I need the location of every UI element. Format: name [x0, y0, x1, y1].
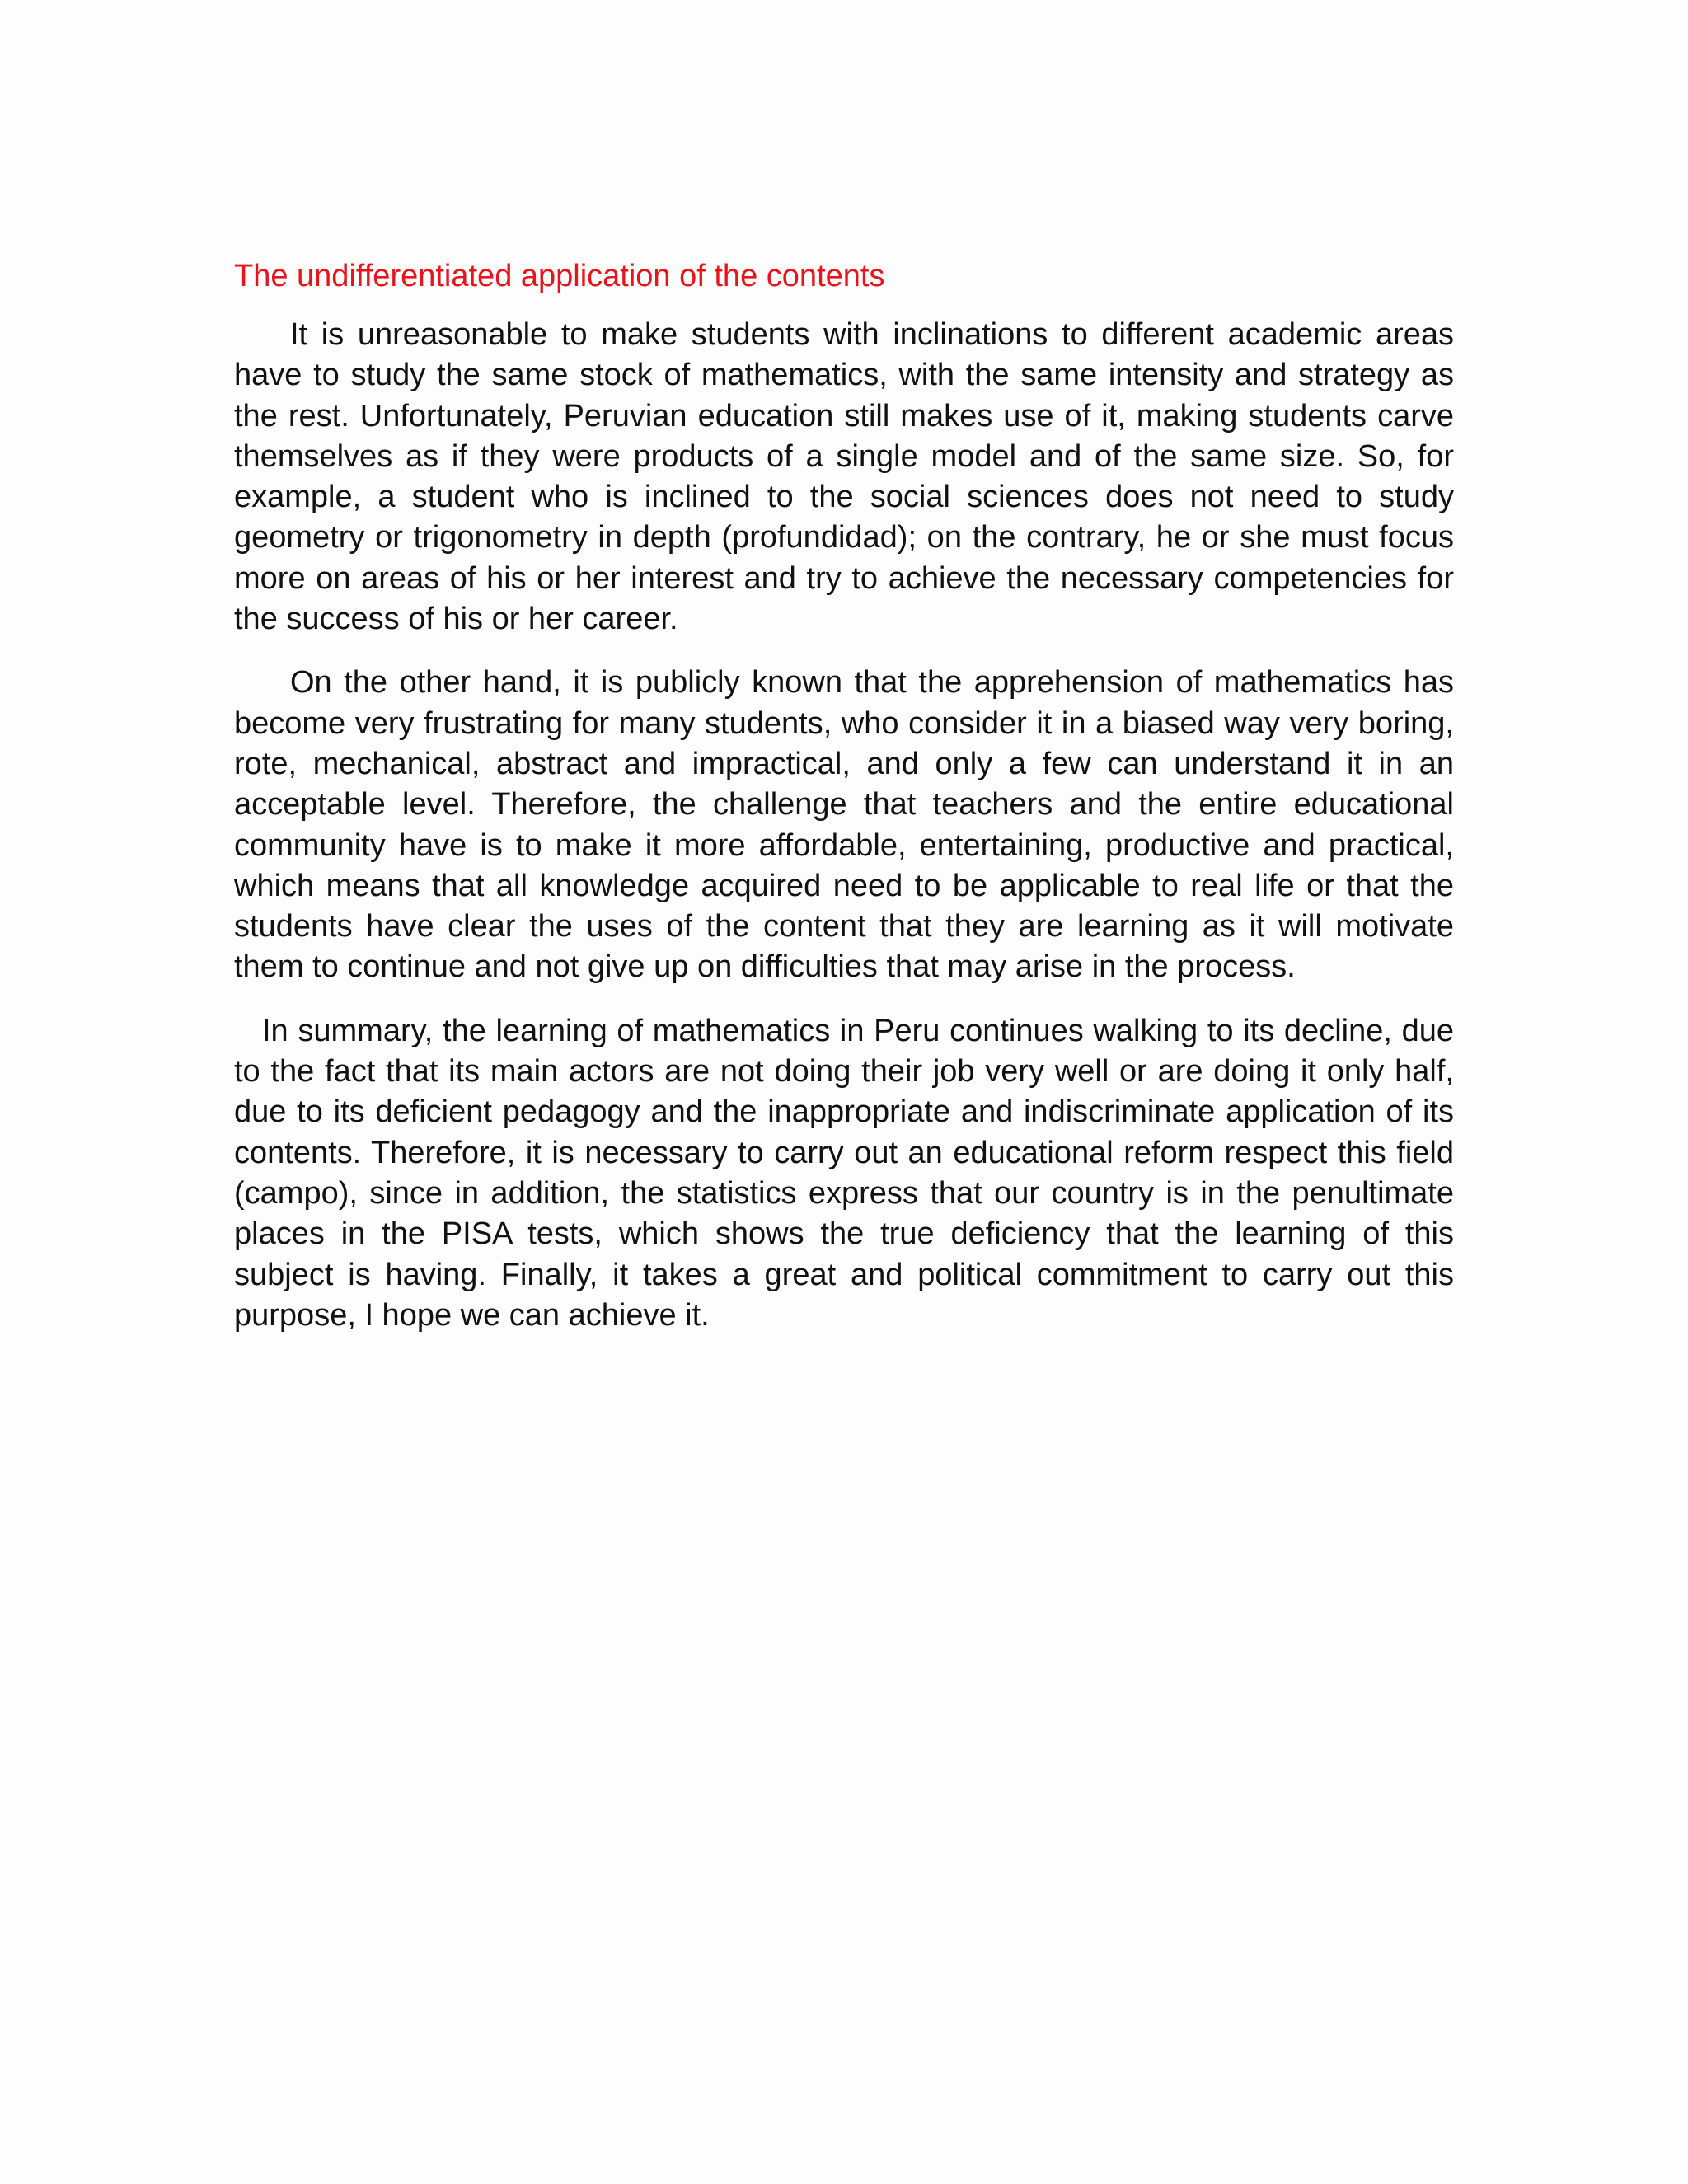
- paragraph-summary: In summary, the learning of mathematics in Peru continues walking to its decline, due to the fact that its main actors are not doing their job very well or are doing it only half, due to its deficient pedagogy and the inappropriate and indiscriminate application of its contents. Therefore, it is necessary to carry out an educational reform respect this field (campo), since in addition, the statistics express that our country is in the penultimate places in the PISA tests, which shows the true deficiency that the learning of this subject is having. Finally, it takes a great and political commitment to carry out this purpose, I hope we can achieve it.: [234, 1013, 1454, 1333]
- paragraph-frustration-challenge: On the other hand, it is publicly known that the apprehension of mathematics has become very frustrating for many students, who consider it in a biased way very boring, rote, mechanical, abstract and impractical, and only a few can understand it in an acceptable level. Therefore, the challenge that teachers and the entire educational community have is to make it more affordable, entertaining, productive and practical, which means that all knowledge acquired need to be applicable to real life or that the students have clear the uses of the content that they are learning as it will motivate them to continue and not give up on difficulties that may arise in the process.: [234, 665, 1454, 985]
- document-body: [234, 255, 1454, 1359]
- section-heading: The undifferentiated application of the contents: [234, 259, 885, 293]
- paragraph-differentiated-study: It is unreasonable to make students with inclinations to different academic areas have to study the same stock of mathematics, with the same intensity and strategy as the rest. Unfortunately, Peruvian education still makes use of it, making students carve themselves as if they were products of a single model and of the same size. So, for example, a student who is inclined to the social sciences does not need to study geometry or trigonometry in depth (profundidad); on the contrary, he or she must focus more on areas of his or her interest and try to achieve the necessary competencies for the success of his or her career.: [234, 317, 1454, 637]
